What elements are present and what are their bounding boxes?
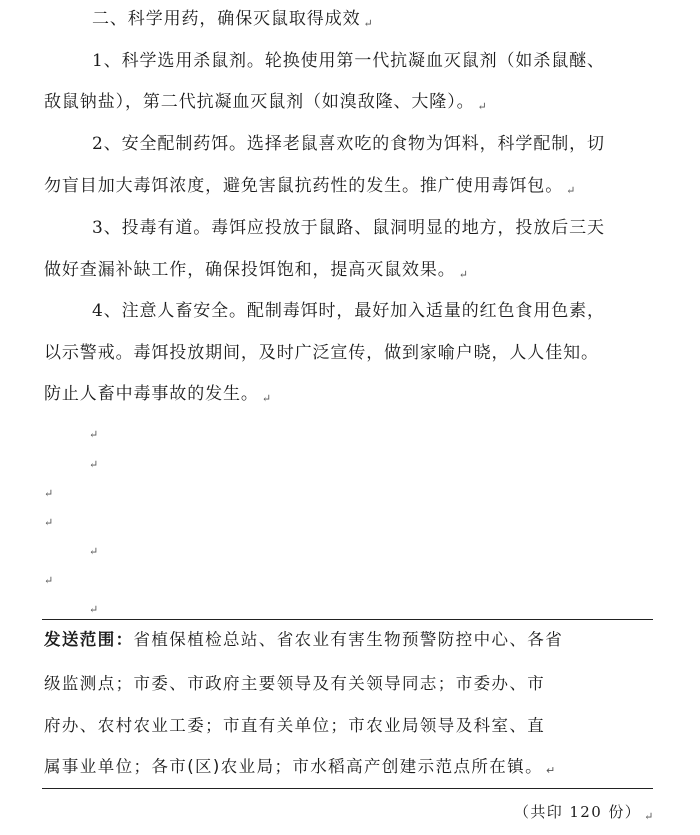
- distribution-line-4: 属事业单位；各市(区)农业局；市水稻高产创建示范点所在镇。 ↵: [44, 757, 556, 777]
- section-heading: 二、科学用药，确保灭鼠取得成效 ↵: [92, 9, 373, 30]
- bottom-rule: [42, 788, 653, 789]
- copies-note: （共印 120 份） $_↵$: [514, 803, 654, 823]
- paragraph-mark-icon: ↵: [44, 487, 54, 500]
- distribution-line-2: 级监测点；市委、市政府主要领导及有关领导同志；市委办、市: [44, 674, 546, 693]
- paragraph-mark-icon: ↵: [363, 17, 373, 30]
- paragraph-mark-icon: ↵: [644, 810, 654, 823]
- paragraph-mark-icon: ↵: [89, 428, 99, 441]
- paragraph-mark-icon: ↵: [89, 458, 99, 471]
- item-4-line-2: 以示警戒。毒饵投放期间，及时广泛宣传，做到家喻户晓，人人佳知。: [44, 343, 599, 363]
- item-1-line-1: 1、科学选用杀鼠剂。轮换使用第一代抗凝血灭鼠剂（如杀鼠醚、: [92, 51, 605, 71]
- top-rule: [42, 619, 653, 620]
- paragraph-mark-icon: ↵: [477, 100, 487, 113]
- distribution-label: 发送范围：: [44, 630, 134, 649]
- paragraph-mark-icon: ↵: [458, 268, 468, 281]
- item-1-line-2: 敌鼠钠盐），第二代抗凝血灭鼠剂（如溴敌隆、大隆）。 ↵: [44, 92, 487, 113]
- item-4-line-3: 防止人畜中毒事故的发生。 ↵: [44, 384, 272, 405]
- paragraph-mark-icon: ↵: [89, 545, 99, 558]
- item-3-line-2: 做好查漏补缺工作，确保投饵饱和，提高灭鼠效果。 ↵: [44, 260, 468, 281]
- paragraph-mark-icon: ↵: [44, 574, 54, 587]
- item-2-line-2: 勿盲目加大毒饵浓度，避免害鼠抗药性的发生。推广使用毒饵包。 ↵: [44, 176, 576, 197]
- item-3-line-1: 3、投毒有道。毒饵应投放于鼠路、鼠洞明显的地方，投放后三天: [92, 218, 605, 238]
- distribution-line-1: 发送范围：省植保植检总站、省农业有害生物预警防控中心、各省: [44, 630, 564, 649]
- paragraph-mark-icon: ↵: [545, 764, 556, 777]
- item-4-line-1: 4、注意人畜安全。配制毒饵时，最好加入适量的红色食用色素，: [92, 301, 605, 321]
- paragraph-mark-icon: ↵: [261, 392, 272, 405]
- item-2-line-1: 2、安全配制药饵。选择老鼠喜欢吃的食物为饵料，科学配制，切: [92, 134, 605, 154]
- paragraph-mark-icon: ↵: [89, 603, 99, 616]
- distribution-line-3: 府办、农村农业工委；市直有关单位；市农业局领导及科室、直: [44, 716, 546, 735]
- paragraph-mark-icon: ↵: [566, 184, 576, 197]
- paragraph-mark-icon: ↵: [44, 516, 54, 529]
